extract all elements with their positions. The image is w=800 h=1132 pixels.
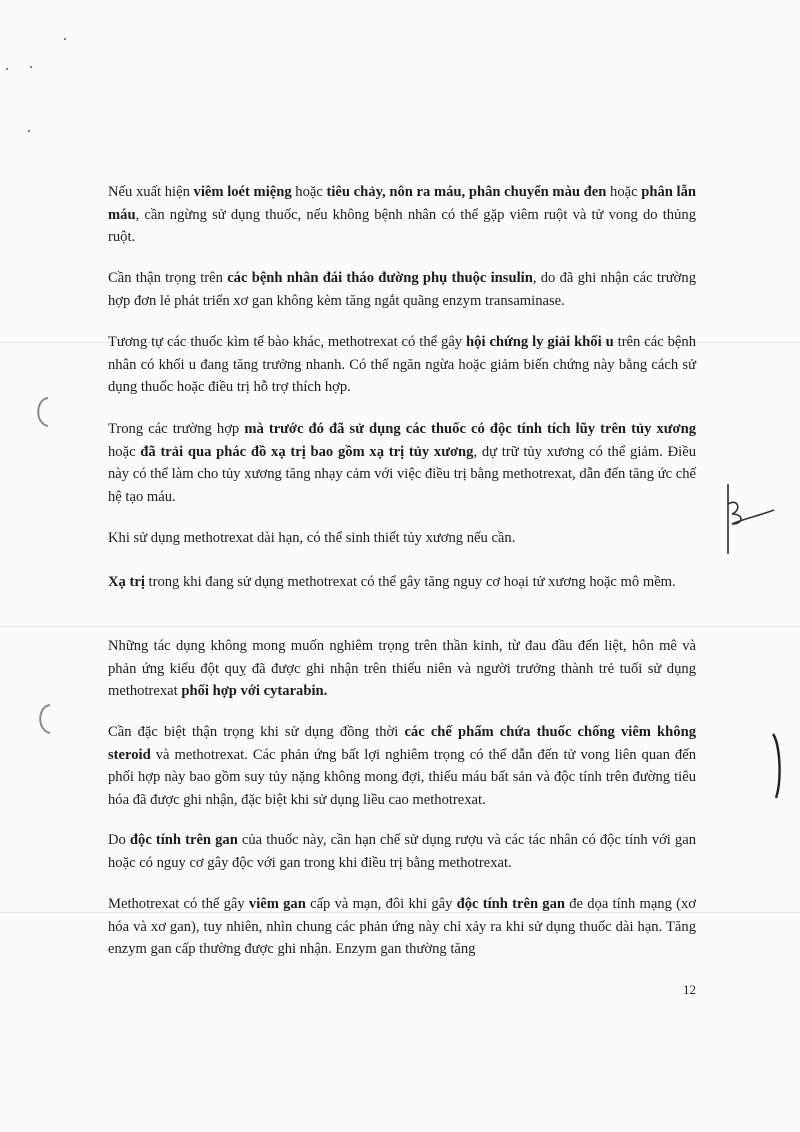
paragraph-hepatotoxicity-alcohol xyxy=(108,829,696,874)
paragraph-radiotherapy xyxy=(108,571,696,594)
text-segment: Khi sử dụng methotrexat dài hạn, có thể sinh thiết tủy xương nếu cần. xyxy=(108,530,516,546)
text-segment: và methotrexat. Các phản ứng bất lợi nghiêm trọng có thể dẫn đến tử vong liên quan đến phối hợp này bao gồm suy tủy nặng không mong đợi, thiếu máu bất sản và độc tính trên đường tiêu hóa đã được ghi nhận, đặc biệt khi sử dụng liều cao methotrexat. xyxy=(108,746,696,808)
page-number: 12 xyxy=(683,982,696,997)
text-segment: Những tác dụng không mong muốn nghiêm trọng trên thần kinh, từ đau đầu đến liệt, hôn mê và phản ứng kiểu đột quỵ đã được ghi nhận trên thiếu niên và người trưởng thành trẻ tuổi sử dụng methotrexat xyxy=(108,638,696,699)
text-segment: hoặc xyxy=(291,184,327,200)
paragraph-nsaid xyxy=(108,721,696,811)
bold-text-segment: hội chứng ly giải khối u xyxy=(466,334,614,350)
handwritten-initial-mark xyxy=(718,480,778,558)
bold-text-segment: các chế phẩm chứa thuốc chống viêm không steroid xyxy=(108,724,697,763)
text-segment: cấp và mạn, đôi khi gây xyxy=(305,896,457,912)
scan-speck xyxy=(30,66,32,68)
bold-text-segment: đã trải qua phác đồ xạ trị bao gồm xạ trị tủy xương xyxy=(140,443,474,460)
punch-hole-mark xyxy=(32,702,56,736)
text-segment: Cần thận trọng trên xyxy=(108,270,228,286)
text-segment: , dự trữ tủy xương có thể giảm. Điều này có thể làm cho tủy xương tăng nhạy cảm với việc điều trị bằng methotrexat, dẫn đến tăng ức chế hệ tạo máu. xyxy=(108,443,696,505)
text-segment: Nếu xuất hiện xyxy=(108,184,194,200)
paragraph-insulin-diabetes xyxy=(108,267,696,312)
text-segment: hoặc xyxy=(108,443,141,460)
paragraph-hepatitis xyxy=(108,893,696,961)
text-segment: trong khi đang sử dụng methotrexat có thể gây tăng nguy cơ hoại tử xương hoặc mô mềm. xyxy=(144,574,676,590)
text-segment: Cần đặc biệt thận trọng khi sử dụng đồng thời xyxy=(108,724,405,740)
bold-text-segment: phân lẫn máu xyxy=(108,184,697,223)
bold-text-segment: độc tính trên gan xyxy=(129,832,238,848)
text-segment: , cần ngừng sử dụng thuốc, nếu không bệnh nhân có thể gặp viêm ruột và tử vong do thủng ruột. xyxy=(108,206,696,245)
bold-text-segment: Xạ trị xyxy=(108,574,145,590)
paragraph-tumor-lysis xyxy=(108,331,696,399)
scan-speck xyxy=(28,130,30,132)
text-segment: Methotrexat có thể gây xyxy=(108,896,249,912)
text-segment: hoặc xyxy=(606,184,642,200)
margin-bracket-mark xyxy=(770,730,786,802)
bold-text-segment: viêm loét miệng xyxy=(193,184,292,200)
bold-text-segment: tiêu chảy, nôn ra máu, phân chuyển màu đen xyxy=(326,184,607,200)
text-segment: Trong các trường hợp xyxy=(108,421,245,437)
paragraph-ulcerative-stomatitis xyxy=(108,181,696,249)
scan-speck xyxy=(6,68,8,70)
bold-text-segment: viêm gan xyxy=(248,896,306,912)
text-segment: Do xyxy=(108,832,130,848)
paragraph-neurotoxicity xyxy=(108,635,696,703)
paragraph-bone-marrow xyxy=(108,418,696,508)
punch-hole-mark xyxy=(30,395,54,429)
bold-text-segment: mà trước đó đã sử dụng các thuốc có độc tính tích lũy trên tủy xương xyxy=(244,421,697,437)
text-segment: Tương tự các thuốc kìm tế bào khác, methotrexat có thể gây xyxy=(108,334,467,350)
text-segment: , do đã ghi nhận các trường hợp đơn lẻ phát triển xơ gan không kèm tăng ngắt quãng enzym transaminase. xyxy=(108,270,696,309)
scan-line xyxy=(0,626,800,627)
text-segment: của thuốc này, cần hạn chế sử dụng rượu và các tác nhân có độc tính với gan hoặc có nguy cơ gây độc với gan trong khi điều trị bằng methotrexat. xyxy=(108,832,696,871)
bold-text-segment: các bệnh nhân đái tháo đường phụ thuộc insulin xyxy=(227,270,533,286)
bold-text-segment: độc tính trên gan xyxy=(456,896,566,912)
scan-speck xyxy=(64,38,66,40)
paragraph-bone-marrow-biopsy xyxy=(108,527,696,550)
text-segment: đe dọa tính mạng (xơ hóa và xơ gan), tuy nhiên, nhìn chung các phản ứng này chỉ xảy ra khi sử dụng thuốc dài hạn. Tăng enzym gan cấp thường được ghi nhận. Enzym gan thường tăng xyxy=(108,896,697,957)
text-segment: trên các bệnh nhân có khối u đang tăng trưởng nhanh. Có thể ngăn ngừa hoặc giảm biến chứng này bằng cách sử dụng thuốc hoặc điều trị hỗ trợ thích hợp. xyxy=(108,334,696,395)
bold-text-segment: phối hợp với cytarabin. xyxy=(181,683,328,699)
